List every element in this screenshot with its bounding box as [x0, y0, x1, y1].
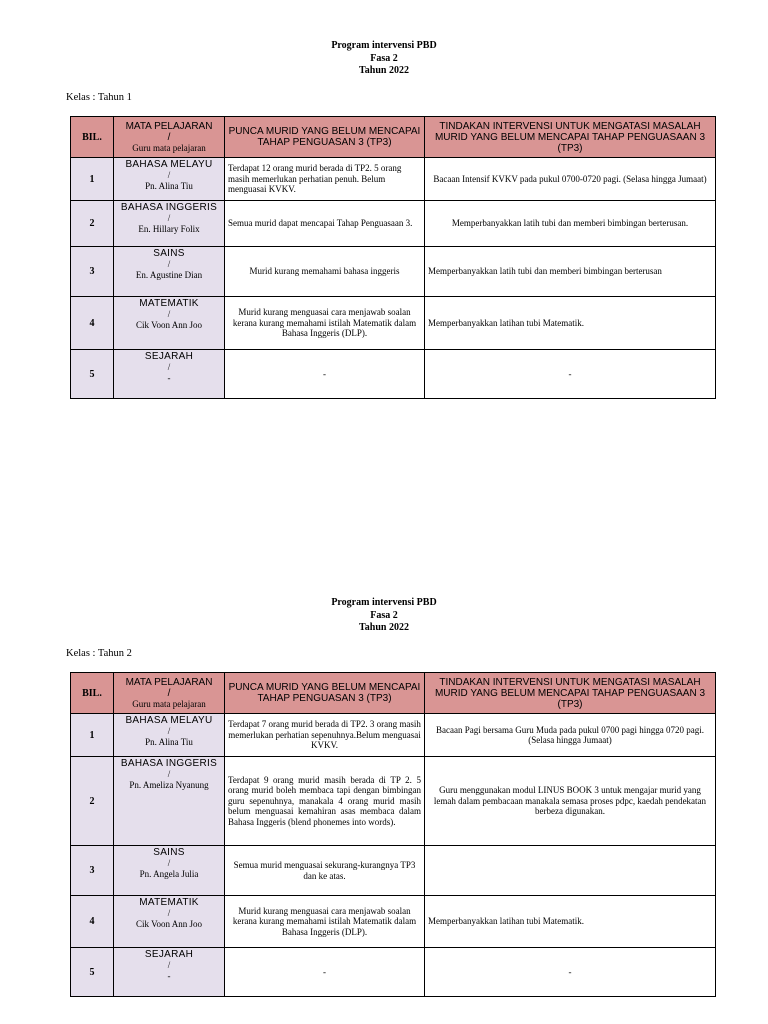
subject-separator: /: [167, 908, 171, 918]
header-action: TINDAKAN INTERVENSI UNTUK MENGATASI MASALAH MURID YANG BELUM MENCAPAI TAHAP PENGUASAAN 3 (TP3): [425, 117, 716, 158]
subject-separator: /: [167, 309, 171, 319]
teacher-name: -: [167, 971, 171, 981]
action-cell: Memperbanyakkan latihan tubi Matematik.: [425, 297, 716, 350]
row-number: 3: [71, 846, 114, 896]
table-row: [71, 201, 716, 247]
header-subject-sep: /: [167, 131, 171, 143]
subject-cell: [114, 757, 225, 846]
action-cell: Bacaan Intensif KVKV pada pukul 0700-0720 pagi. (Selasa hingga Jumaat): [425, 158, 716, 201]
subject-name: BAHASA MELAYU: [125, 715, 213, 726]
subject-cell: [114, 948, 225, 997]
cause-cell: Terdapat 7 orang murid berada di TP2. 3 orang masih memerlukan perhatian sepenuhnya.Belum menguasai KVKV.: [225, 714, 425, 757]
table-row: [71, 714, 716, 757]
row-number: 4: [71, 896, 114, 948]
cause-cell: Terdapat 9 orang murid masih berada di TP 2. 5 orang murid boleh membaca tapi dengan bimbingan guru sepenuhnya, manakala 4 orang murid masih belum menguasai kemahiran asas membaca dalam Bahasa Inggeris (blend phonemes into words).: [225, 757, 425, 846]
teacher-name: En. Hillary Folix: [138, 224, 200, 234]
section-heading: [0, 597, 768, 635]
subject-name: MATEMATIK: [139, 298, 199, 309]
subject-cell: [114, 846, 225, 896]
action-cell: [425, 846, 716, 896]
header-subject: [114, 117, 225, 158]
subject-name: SAINS: [153, 248, 185, 259]
program-title: Program intervensi PBD: [331, 597, 437, 608]
cause-cell: Semua murid menguasai sekurang-kurangnya TP3 dan ke atas.: [225, 846, 425, 896]
teacher-name: -: [167, 373, 171, 383]
teacher-name: Pn. Alina Tiu: [145, 737, 193, 747]
teacher-name: Cik Voon Ann Joo: [136, 320, 202, 330]
subject-separator: /: [167, 726, 171, 736]
header-cause: PUNCA MURID YANG BELUM MENCAPAI TAHAP PENGUASAN 3 (TP3): [225, 117, 425, 158]
action-cell: Memperbanyakkan latihan tubi Matematik.: [425, 896, 716, 948]
header-subject-line1: MATA PELAJARAN: [125, 676, 213, 688]
cause-cell: -: [225, 350, 425, 399]
subject-separator: /: [167, 858, 171, 868]
subject-separator: /: [167, 259, 171, 269]
cause-cell: Terdapat 12 orang murid berada di TP2. 5 orang masih memerlukan perhatian penuh. Belum menguasai KVKV.: [225, 158, 425, 201]
subject-cell: [114, 201, 225, 247]
kelas-label: Kelas : Tahun 2: [66, 648, 132, 659]
cause-cell: Semua murid dapat mencapai Tahap Penguasaan 3.: [225, 201, 425, 247]
action-cell: Memperbanyakkan latih tubi dan memberi bimbingan berterusan.: [425, 201, 716, 247]
fasa-label: Fasa 2: [370, 609, 398, 621]
subject-name: BAHASA INGGERIS: [120, 202, 218, 213]
subject-name: BAHASA INGGERIS: [120, 758, 218, 769]
table-row: [71, 948, 716, 997]
table-row: [71, 158, 716, 201]
row-number: 4: [71, 297, 114, 350]
action-cell: -: [425, 350, 716, 399]
program-title: Program intervensi PBD: [331, 40, 437, 51]
subject-cell: [114, 896, 225, 948]
subject-name: SEJARAH: [144, 351, 194, 362]
intervention-table: [70, 116, 716, 399]
row-number: 5: [71, 948, 114, 997]
subject-cell: [114, 714, 225, 757]
action-cell: Bacaan Pagi bersama Guru Muda pada pukul 0700 pagi hingga 0720 pagi. (Selasa hingga Jumaat): [425, 714, 716, 757]
subject-name: SEJARAH: [144, 949, 194, 960]
table-header-row: [71, 117, 716, 158]
table-row: [71, 297, 716, 350]
action-cell: -: [425, 948, 716, 997]
subject-cell: [114, 247, 225, 297]
subject-separator: /: [167, 960, 171, 970]
row-number: 2: [71, 201, 114, 247]
table-row: [71, 247, 716, 297]
cause-cell: -: [225, 948, 425, 997]
header-subject: [114, 673, 225, 714]
header-subject-line2: Guru mata pelajaran: [132, 142, 206, 153]
teacher-name: En. Agustine Dian: [135, 270, 203, 280]
section-tahun-2: [0, 597, 768, 981]
table-header-row: [71, 673, 716, 714]
row-number: 3: [71, 247, 114, 297]
subject-cell: [114, 350, 225, 399]
subject-name: BAHASA MELAYU: [125, 159, 213, 170]
table-row: [71, 350, 716, 399]
table-row: [71, 896, 716, 948]
table-row: [71, 757, 716, 846]
header-subject-line2: Guru mata pelajaran: [132, 698, 206, 709]
row-number: 1: [71, 158, 114, 201]
teacher-name: Pn. Alina Tiu: [145, 181, 193, 191]
section-heading: [0, 40, 768, 78]
intervention-table: [70, 672, 716, 997]
kelas-label: Kelas : Tahun 1: [66, 92, 132, 103]
action-cell: Memperbanyakkan latih tubi dan memberi bimbingan berterusan: [425, 247, 716, 297]
header-cause: PUNCA MURID YANG BELUM MENCAPAI TAHAP PENGUASAN 3 (TP3): [225, 673, 425, 714]
row-number: 2: [71, 757, 114, 846]
table-row: [71, 846, 716, 896]
subject-name: SAINS: [153, 847, 185, 858]
header-bil: BIL.: [71, 673, 114, 714]
header-bil: BIL.: [71, 117, 114, 158]
teacher-name: Pn. Angela Julia: [139, 869, 199, 879]
section-tahun-1: [0, 40, 768, 383]
tahun-label: Tahun 2022: [359, 65, 409, 76]
header-subject-line1: MATA PELAJARAN: [125, 120, 213, 132]
header-action: TINDAKAN INTERVENSI UNTUK MENGATASI MASALAH MURID YANG BELUM MENCAPAI TAHAP PENGUASAAN 3 (TP3): [425, 673, 716, 714]
subject-separator: /: [167, 362, 171, 372]
subject-name: MATEMATIK: [139, 897, 199, 908]
subject-separator: /: [167, 170, 171, 180]
row-number: 5: [71, 350, 114, 399]
subject-separator: /: [167, 769, 171, 779]
subject-separator: /: [167, 213, 171, 223]
subject-cell: [114, 158, 225, 201]
teacher-name: Pn. Ameliza Nyanung: [129, 780, 209, 790]
row-number: 1: [71, 714, 114, 757]
action-cell: Guru menggunakan modul LINUS BOOK 3 untuk mengajar murid yang lemah dalam pembacaan manakala semasa proses pdpc, kaedah pendekatan berbeza digunakan.: [425, 757, 716, 846]
teacher-name: Cik Voon Ann Joo: [136, 919, 202, 929]
fasa-label: Fasa 2: [370, 52, 398, 64]
cause-cell: Murid kurang menguasai cara menjawab soalan kerana kurang memahami istilah Matematik dalam Bahasa Inggeris (DLP).: [225, 297, 425, 350]
header-subject-sep: /: [167, 687, 171, 699]
subject-cell: [114, 297, 225, 350]
cause-cell: Murid kurang menguasai cara menjawab soalan kerana kurang memahami istilah Matematik dalam Bahasa Inggeris (DLP).: [225, 896, 425, 948]
tahun-label: Tahun 2022: [359, 622, 409, 633]
cause-cell: Murid kurang memahami bahasa inggeris: [225, 247, 425, 297]
